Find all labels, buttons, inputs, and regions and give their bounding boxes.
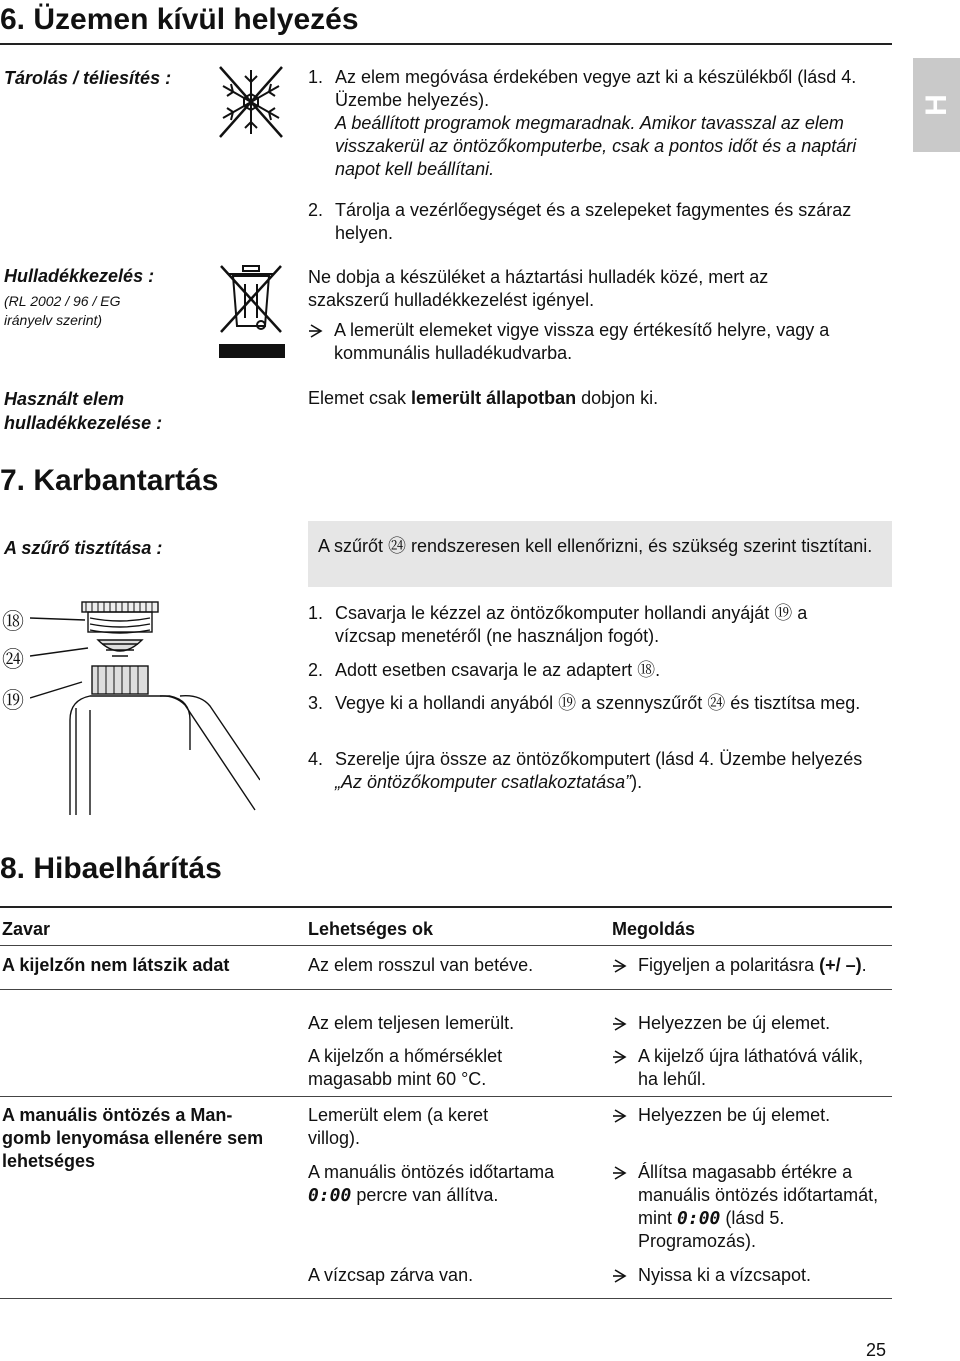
step-text-part: ). (631, 772, 643, 792)
callout-24: ㉔ (2, 647, 25, 672)
filter-label: A szűrő tisztítása : (4, 538, 163, 558)
page-number: 25 (866, 1340, 887, 1360)
cause-1: Az elem rosszul van betéve. (308, 955, 534, 975)
step-number: 1. (308, 67, 324, 87)
arrow-icon (612, 1165, 628, 1181)
arrow-icon (612, 1268, 628, 1284)
arrow-icon (308, 323, 324, 339)
step-number: 2. (308, 200, 324, 220)
arrow-icon (612, 1049, 628, 1065)
step-text (335, 748, 868, 794)
solution-4 (612, 1104, 898, 1127)
col-header-problem: Zavar (2, 919, 51, 939)
waste-arrow-item (308, 319, 848, 365)
solution-text: Helyezzen be új elemet. (638, 1013, 831, 1033)
waste-text: Ne dobja a készüléket a háztartási hulladék közé, mert az szakszerű hulladékkezelést igényel. (308, 267, 769, 310)
solution-text: . (861, 955, 867, 975)
storage-label: Tárolás / téliesítés : (4, 68, 172, 88)
display-digits: 0:00 (308, 1185, 352, 1206)
battery-label: Használt elem hulladékkezelése : (4, 389, 163, 433)
solution-3 (612, 1045, 868, 1091)
callout-19: ⑲ (2, 688, 25, 713)
solution-text: Nyissa ki a vízcsapot. (638, 1265, 812, 1285)
row-rule (0, 1096, 892, 1097)
step-number: 2. (308, 660, 324, 680)
waste-sub-label: (RL 2002 / 96 / EG irányelv szerint) (4, 293, 121, 328)
cause-5 (308, 1161, 598, 1207)
cause-3: A kijelzőn a hőmérséklet magasabb mint 60 °C. (308, 1046, 503, 1089)
table-top-rule (0, 906, 892, 908)
filter-intro: A szűrőt ㉔ rendszeresen kell ellenőrizni, és szükség szerint tisztítani. (318, 536, 873, 556)
step-text: Vegye ki a hollandi anyából ⑲ a szennyszűrőt ㉔ és tisztítsa meg. (335, 693, 861, 713)
section-6-rule (0, 43, 892, 45)
section-8-title: 8. Hibaelhárítás (0, 852, 222, 885)
solution-text: Helyezzen be új elemet. (638, 1105, 831, 1125)
solution-text: Állítsa magasabb értékre a manuális öntözés időtartamát, mint (638, 1162, 879, 1228)
step-note: A beállított programok megmaradnak. Amikor tavasszal az elem visszakerül az öntözőkomputerbe, csak a pontos időt és a naptári napot kell beállítani. (335, 113, 857, 179)
col-header-solution: Megoldás (612, 919, 696, 939)
solution-6 (612, 1264, 898, 1287)
filter-step-4 (308, 748, 868, 794)
solution-text: A kijelző újra láthatóvá válik, ha lehűl. (638, 1046, 864, 1089)
step-text-italic: „Az öntözőkomputer csatlakoztatása” (335, 772, 632, 792)
arrow-icon (612, 1016, 628, 1032)
arrow-icon (612, 958, 628, 974)
callout-18: ⑱ (2, 609, 25, 634)
arrow-icon (612, 1108, 628, 1124)
solution-1 (612, 954, 928, 977)
col-header-cause: Lehetséges ok (308, 919, 434, 939)
waste-arrow-text: A lemerült elemeket vigye vissza egy értékesítő helyre, vagy a kommunális hulladékudvarba. (334, 320, 830, 363)
step-number: 4. (308, 749, 324, 769)
solution-5 (612, 1161, 902, 1253)
step-number: 1. (308, 603, 324, 623)
section-7-title: 7. Karbantartás (0, 464, 219, 497)
row-rule (0, 989, 892, 990)
problem-2: A manuális öntözés a Man-gomb lenyomása ellenére sem lehetséges (2, 1105, 264, 1171)
cause-4: Lemerült elem (a keret villog). (308, 1105, 489, 1148)
cause-text: percre van állítva. (351, 1185, 499, 1205)
filter-step-2 (308, 659, 868, 682)
solution-2 (612, 1012, 898, 1035)
step-number: 3. (308, 693, 324, 713)
crossed-bin-icon (219, 262, 285, 360)
battery-text-part: dobjon ki. (576, 388, 659, 408)
step-text: Csavarja le kézzel az öntözőkomputer hollandi anyáját ⑲ a vízcsap menetéről (ne használjon fogót). (335, 603, 808, 646)
cause-text: A manuális öntözés időtartama (308, 1162, 555, 1182)
waste-label: Hulladékkezelés : (4, 266, 155, 286)
step-text: Az elem megóvása érdekében vegye azt ki a készülékből (lásd 4. Üzembe helyezés). (335, 67, 857, 110)
no-frost-icon (218, 65, 284, 139)
filter-step-1 (308, 602, 868, 648)
language-tab-label: H (919, 94, 953, 116)
header-rule (0, 945, 892, 946)
language-tab (913, 58, 960, 152)
step-text: Adott esetben csavarja le az adaptert ⑱. (335, 660, 661, 680)
filter-step-3 (308, 692, 868, 738)
filter-illustration (30, 600, 260, 815)
display-digits: 0:00 (677, 1208, 721, 1229)
battery-text-bold: lemerült állapotban (411, 388, 577, 408)
step-text-part: Szerelje újra össze az öntözőkomputert (lásd 4. Üzembe helyezés (335, 749, 863, 769)
step-text: Tárolja a vezérlőegységet és a szelepeket fagymentes és száraz helyen. (335, 200, 852, 243)
problem-1: A kijelzőn nem látszik adat (2, 955, 230, 975)
storage-step-1 (308, 66, 868, 179)
solution-text: Figyeljen a polaritásra (638, 955, 820, 975)
solution-bold: (+/ –) (819, 955, 862, 975)
cause-6: A vízcsap zárva van. (308, 1265, 474, 1285)
section-6-title: 6. Üzemen kívül helyezés (0, 3, 359, 36)
table-bottom-rule (0, 1298, 892, 1299)
battery-text (308, 387, 868, 410)
cause-2: Az elem teljesen lemerült. (308, 1013, 515, 1033)
solution-text: (lásd 5. Programozás). (638, 1208, 785, 1251)
storage-step-2 (308, 199, 868, 245)
battery-text-part: Elemet csak (308, 388, 412, 408)
